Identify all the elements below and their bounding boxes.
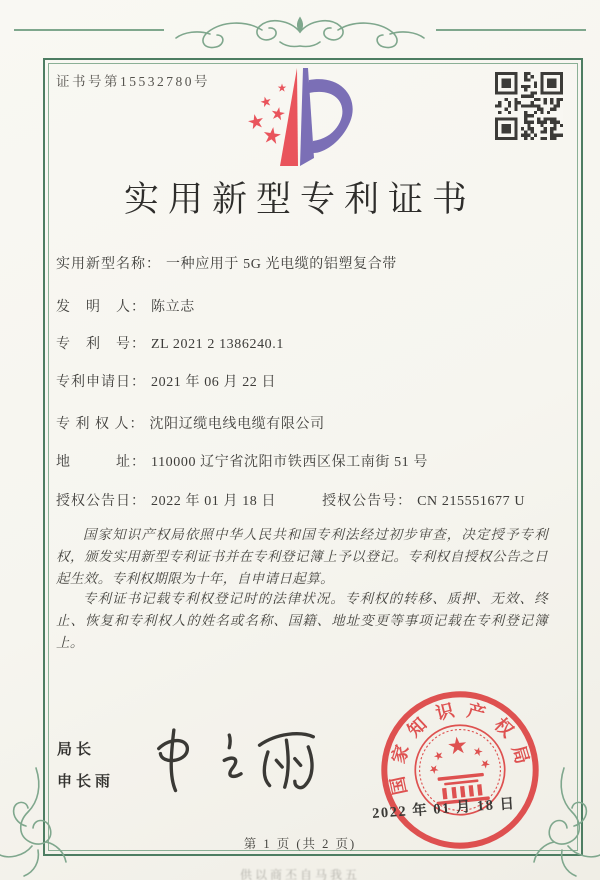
director-title: 局长 <box>57 742 96 758</box>
director-signature <box>152 720 320 804</box>
top-rule-left <box>14 29 164 31</box>
cutoff-bottom-text: 供以商丕自马我五 <box>239 868 360 880</box>
field-value: CN 215551677 U <box>417 494 526 509</box>
field-address <box>56 451 561 471</box>
legal-paragraph-1: 国家知识产权局依照中华人民共和国专利法经过初步审查，决定授予专利权，颁发实用新型专利证书并在专利登记簿上予以登记。专利权自授权公告之日起生效。专利权期限为十年，自申请日起算。 <box>56 527 548 586</box>
top-rule-right <box>436 29 586 31</box>
seal-text: 国家知识产权局 <box>387 700 533 797</box>
field-grant-number <box>322 494 525 509</box>
field-grant-date <box>56 494 276 509</box>
director-name: 申长雨 <box>57 774 115 790</box>
field-label: 实用新型名称： <box>56 257 161 272</box>
seal-date: 2022 年 01 月 18 日 <box>371 796 517 822</box>
field-label: 授权公告日： <box>56 494 146 509</box>
field-utility-model-name <box>56 253 561 273</box>
field-value: 沈阳辽缆电线电缆有限公司 <box>149 417 325 432</box>
certificate-title: 实用新型专利证书 <box>123 180 476 219</box>
field-value: 2022 年 01 月 18 日 <box>151 494 277 509</box>
field-grant-row <box>56 490 561 510</box>
field-label: 发 明 人： <box>56 300 146 315</box>
qr-code <box>495 72 563 140</box>
field-label: 地 址： <box>56 455 146 470</box>
page-number: 第 1 页 (共 2 页) <box>243 837 357 851</box>
field-inventor <box>56 296 561 316</box>
field-value: 2021 年 06 月 22 日 <box>151 375 277 390</box>
field-label: 专利申请日： <box>56 375 146 390</box>
legal-paragraph-2: 专利证书记载专利权登记时的法律状况。专利权的转移、质押、无效、终止、恢复和专利权人的姓名或名称、国籍、地址变更等事项记载在专利登记簿上。 <box>56 591 548 650</box>
field-label: 专 利 权 人： <box>56 417 145 432</box>
cnipa-logo <box>238 62 366 170</box>
field-patent-number <box>56 333 561 353</box>
certificate-number: 证书号第15532780号 <box>56 74 210 89</box>
field-value: 110000 辽宁省沈阳市铁西区保工南街 51 号 <box>151 455 428 470</box>
field-value: ZL 2021 2 1386240.1 <box>151 337 284 352</box>
field-value: 陈立志 <box>151 300 195 315</box>
top-flourish-ornament <box>162 8 438 56</box>
field-patentee <box>56 413 561 433</box>
field-label: 专 利 号： <box>56 337 146 352</box>
field-label: 授权公告号： <box>322 494 413 509</box>
field-filing-date <box>56 371 561 391</box>
field-value: 一种应用于 5G 光电缆的铝塑复合带 <box>166 257 397 272</box>
